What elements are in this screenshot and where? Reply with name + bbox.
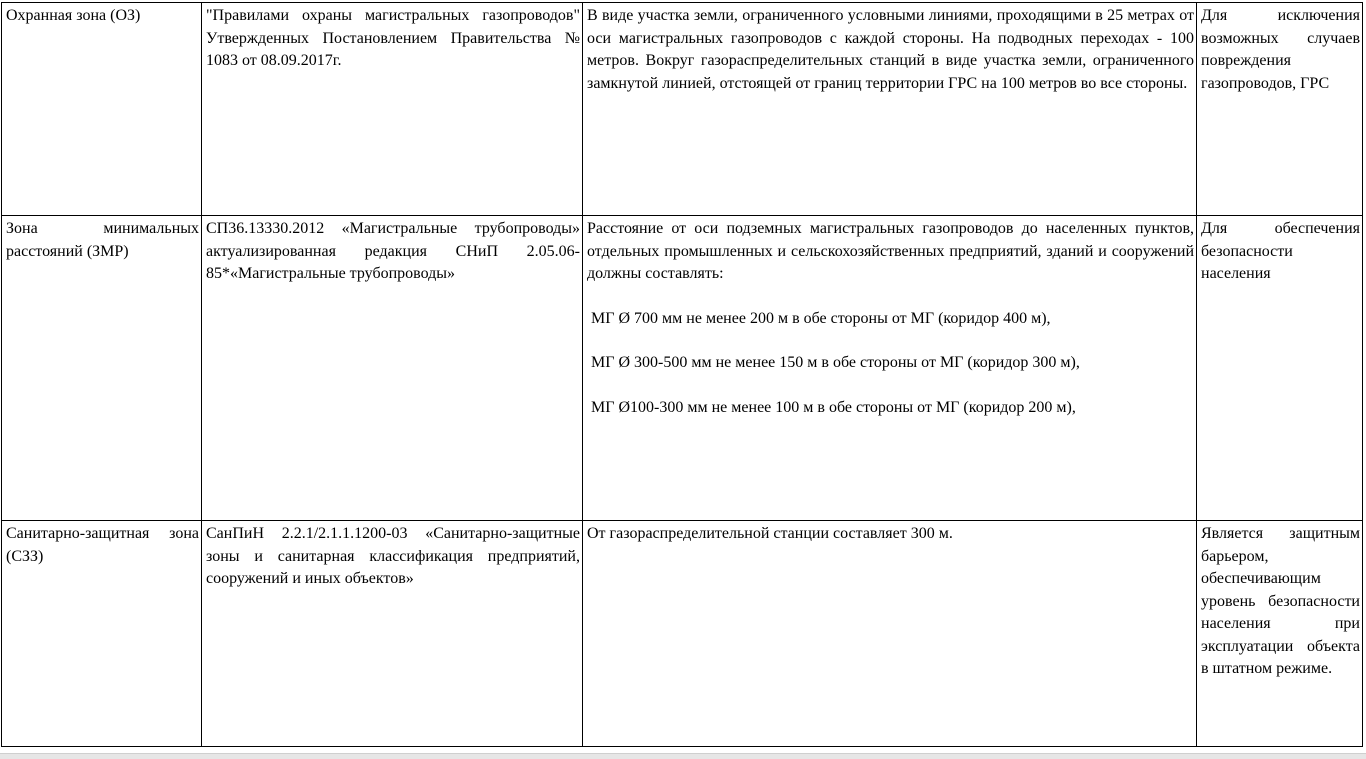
description-text: Расстояние от оси подземных магистральных газопроводов до населенных пунктов, отдельных промышленных и сельскохозяйственных предприятий, зданий и сооружений должны составлять: <box>587 220 1194 282</box>
purpose-cell: Для обеспечения безопасности населения <box>1197 216 1363 521</box>
description-cell: От газораспределительной станции составляет 300 м. <box>583 521 1197 747</box>
table-row <box>2 216 1363 521</box>
pipeline-distance-item: МГ Ø100-300 мм не менее 100 м в обе стороны от МГ (коридор 200 м), <box>591 398 1076 416</box>
pipeline-distance-item: МГ Ø 300-500 мм не менее 150 м в обе стороны от МГ (коридор 300 м), <box>591 354 1080 371</box>
horizontal-scrollbar[interactable] <box>0 753 1366 759</box>
zone-name-cell: Санитарно-защитная зона (СЗЗ) <box>2 521 202 747</box>
table-row <box>2 521 1363 747</box>
zone-name-cell: Охранная зона (ОЗ) <box>2 3 202 216</box>
regulation-cell: СанПиН 2.2.1/2.1.1.1200-03 «Санитарно-защитные зоны и санитарная классификация предприятий, сооружений и иных объектов» <box>202 521 583 747</box>
regulation-cell: "Правилами охраны магистральных газопроводов" Утвержденных Постановлением Правительства № 1083 от 08.09.2017г. <box>202 3 583 216</box>
purpose-cell: Для исключения возможных случаев повреждения газопроводов, ГРС <box>1197 3 1363 216</box>
purpose-cell: Является защитным барьером, обеспечивающим уровень безопасности населения при эксплуатации объекта в штатном режиме. <box>1197 521 1363 747</box>
description-cell: В виде участка земли, ограниченного условными линиями, проходящими в 25 метрах от оси магистральных газопроводов с каждой стороны. На подводных переходах - 100 метров. Вокруг газораспределительных станций в виде участка земли, ограниченного замкнутой линией, отстоящей от границ территории ГРС на 100 метров во все стороны. <box>583 3 1197 216</box>
pipeline-distance-item: МГ Ø 700 мм не менее 200 м в обе стороны от МГ (коридор 400 м), <box>591 309 1051 327</box>
zone-name-cell: Зона минимальных расстояний (ЗМР) <box>2 216 202 521</box>
zones-table <box>1 2 1363 747</box>
description-cell <box>583 216 1197 521</box>
regulation-cell: СП36.13330.2012 «Магистральные трубопроводы» актуализированная редакция СНиП 2.05.06-85*«Магистральные трубопроводы» <box>202 216 583 521</box>
table-row <box>2 3 1363 216</box>
